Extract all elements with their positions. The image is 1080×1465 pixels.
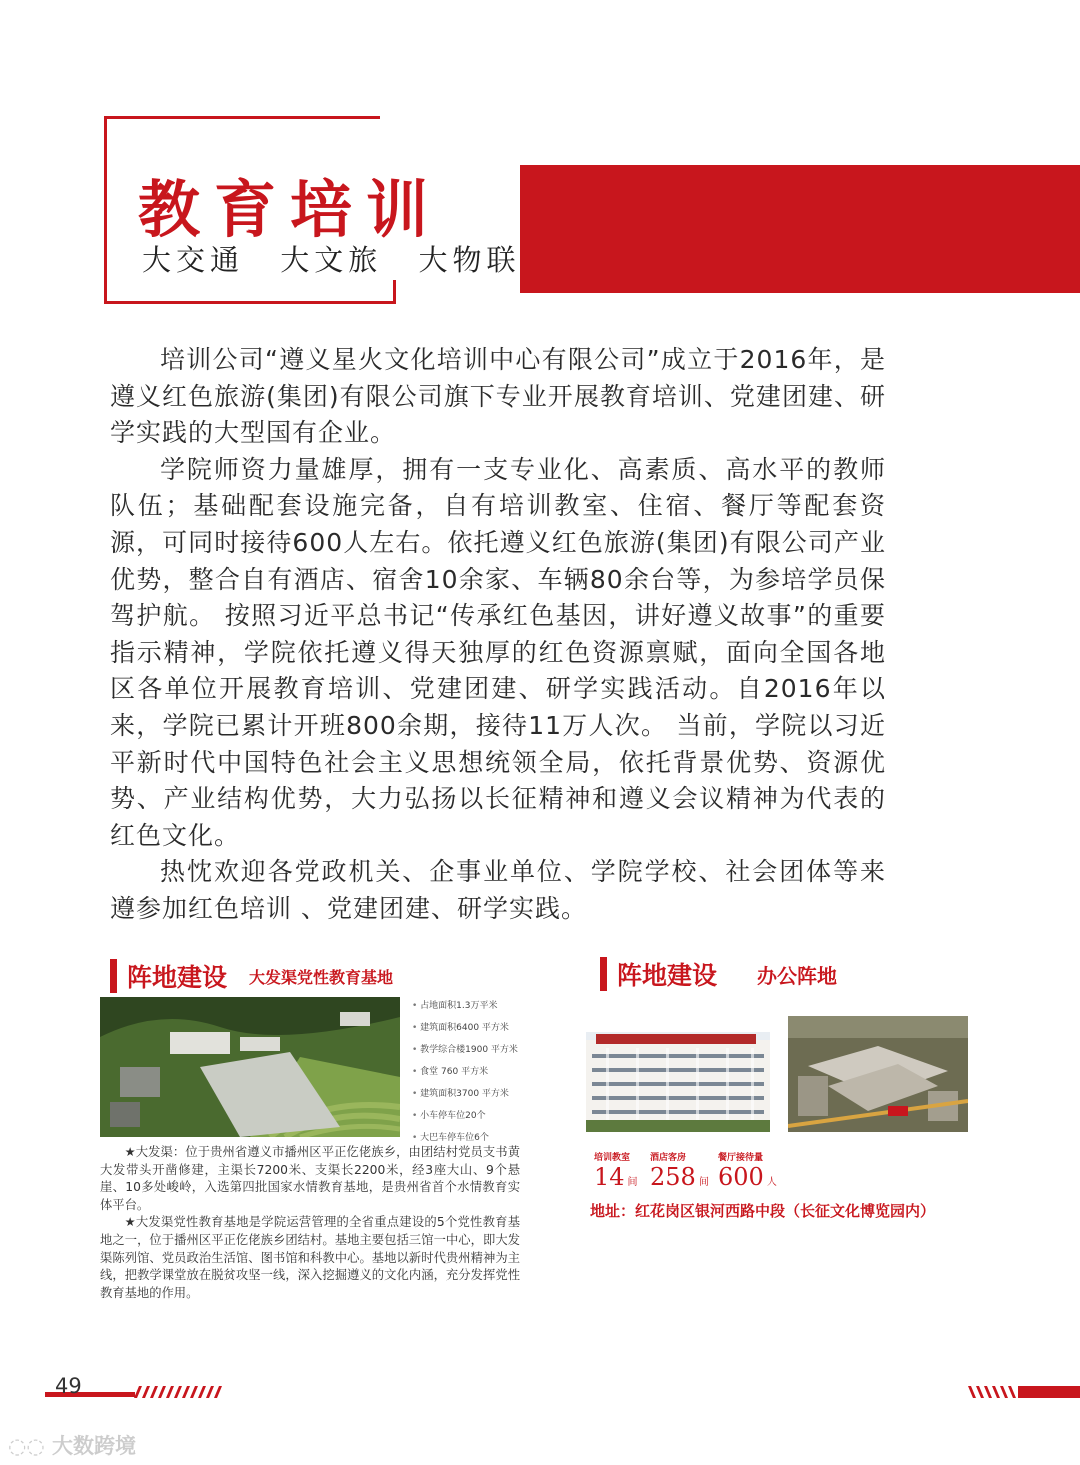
- body-text: [110, 342, 886, 928]
- stat-item: • 小车停车位20个: [412, 1105, 518, 1127]
- stat-item: • 食堂 760 平方米: [412, 1061, 518, 1083]
- aerial-photo-illustration: [100, 997, 400, 1137]
- paragraph: 学院师资力量雄厚，拥有一支专业化、高素质、高水平的教师队伍；基础配套设施完备，自有培训教室、住宿、餐厅等配套资源，可同时接待600人左右。依托遵义红色旅游(集团)有限公司产业优势，整合自有酒店、宿舍10余家、车辆80余台等，为参培学员保驾护航。 按照习近平总书记“传承红色基因，讲好遵义故事”的重要指示精神，学院依托遵义得天独厚的红色资源禀赋，面向全国各地区各单位开展教育培训、党建团建、研学实践活动。自2016年以来，学院已累计开班800余期，接待11万人次。 当前，学院以习近平新时代中国特色社会主义思想统领全局，依托背景优势、资源优势、产业结构优势，大力弘扬以长征精神和遵义会议精神为代表的红色文化。: [110, 454, 886, 850]
- fact-label: 酒店客房: [650, 1153, 687, 1163]
- fact-unit: 间: [627, 1177, 638, 1188]
- section-title: 阵地建设: [127, 963, 228, 992]
- fact-classrooms: [594, 1150, 638, 1191]
- left-section-heading: [110, 958, 393, 994]
- heading-bar: [110, 959, 117, 993]
- fact-value: 258: [650, 1163, 696, 1191]
- right-section-heading: [600, 956, 837, 992]
- fact-label: 餐厅接待量: [718, 1153, 764, 1163]
- heading-bar: [600, 957, 607, 991]
- stat-item: • 建筑面积3700 平方米: [412, 1083, 518, 1105]
- base-stats-list: [412, 995, 518, 1149]
- fact-value: 14: [594, 1163, 625, 1191]
- fact-dining: [718, 1150, 777, 1191]
- page-subtitle: [142, 238, 542, 279]
- office-building-illustration: [586, 1032, 770, 1132]
- watermark-logo-icon: ◌◌: [8, 1434, 52, 1458]
- description-paragraph: ★大发渠党性教育基地是学院运营管理的全省重点建设的5个党性教育基地之一，位于播州区平正仡佬族乡团结村。基地主要包括三馆一中心，即大发渠陈列馆、党员政治生活馆、图书馆和科教中心。基地以新时代贵州精神为主线，把教学课堂放在脱贫攻坚一线，深入挖掘遵义的文化内涵，充分发挥党性教育基地的作用。: [100, 1215, 520, 1300]
- paragraph: 热忱欢迎各党政机关、企事业单位、学院学校、社会团体等来遵参加红色培训 、党建团建、研学实践。: [110, 857, 886, 923]
- stat-item: • 大巴车停车位6个: [412, 1127, 518, 1149]
- address-text: 地址：红花岗区银河西路中段（长征文化博览园内）: [590, 1202, 936, 1220]
- base-aerial-photo: [100, 997, 400, 1137]
- watermark: [8, 1430, 136, 1460]
- fact-rooms: [650, 1150, 709, 1191]
- fact-unit: 人: [766, 1177, 777, 1188]
- section-subtitle: 办公阵地: [757, 963, 838, 988]
- campus-aerial-illustration: [788, 1016, 968, 1132]
- subtitle-item: 大交通: [142, 243, 245, 277]
- footer-stripes-left: [134, 1386, 226, 1398]
- description-paragraph: ★大发渠：位于贵州省遵义市播州区平正仡佬族乡，由团结村党员支书黄大发带头开凿修建，主渠长7200米、支渠长2200米，经3座大山、9个悬崖、10多处峻岭，入选第四批国家水情教育基地，是贵州省首个水情教育实体平台。: [100, 1145, 520, 1212]
- page-number: 49: [55, 1374, 82, 1398]
- section-subtitle: 大发渠党性教育基地: [249, 967, 394, 987]
- page-title: 教育培训: [138, 173, 443, 246]
- paragraph: 培训公司“遵义星火文化培训中心有限公司”成立于2016年，是遵义红色旅游(集团)有限公司旗下专业开展教育培训、党建团建、研学实践的大型国有企业。: [110, 345, 886, 448]
- section-title: 阵地建设: [617, 961, 718, 990]
- subtitle-item: 大文旅: [280, 243, 383, 277]
- red-banner: [520, 165, 1080, 293]
- campus-aerial-photo: [788, 1016, 968, 1132]
- fact-label: 培训教室: [594, 1153, 631, 1163]
- fact-value: 600: [718, 1163, 764, 1191]
- footer-stripes-right: [968, 1386, 1080, 1398]
- office-building-photo: [586, 1032, 770, 1132]
- fact-unit: 间: [698, 1177, 709, 1188]
- stat-item: • 建筑面积6400 平方米: [412, 1017, 518, 1039]
- base-description: [100, 1144, 520, 1302]
- subtitle-item: 大物联: [418, 243, 521, 277]
- stat-item: • 占地面积1.3万平米: [412, 995, 518, 1017]
- stat-item: • 教学综合楼1900 平方米: [412, 1039, 518, 1061]
- watermark-text: 大数跨境: [51, 1434, 136, 1458]
